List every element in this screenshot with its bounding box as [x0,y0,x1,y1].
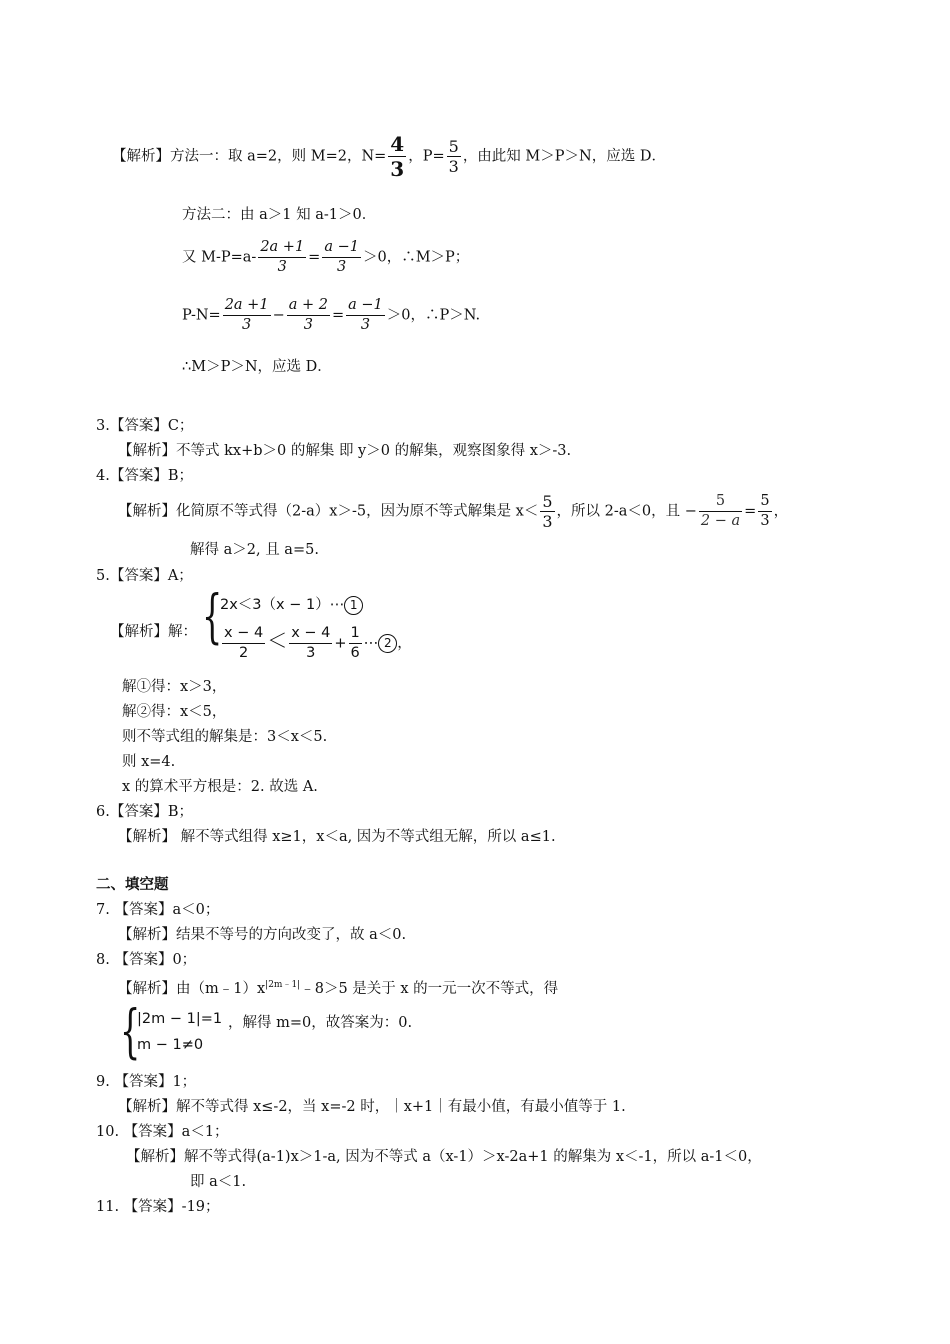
q2-m-minus-p: 又 M-P=a- $\frac{2a +1}{3}$ = $\frac{a -1}{3}$ ＞0，∴M＞P； [182,239,470,275]
circled-two: 2 [378,634,397,653]
q10-answer: 10. 【答案】a＜1； [96,1124,229,1140]
fraction: $\frac{5}{3}$ [760,493,770,529]
q8-answer: 8. 【答案】0； [96,952,197,968]
fraction: $\frac{x - 4}{3}$ [291,625,331,661]
q10-explanation-cont: 即 a＜1. [190,1174,247,1190]
q2-method1-line: 【解析】方法一：取 a=2，则 M=2，N= $\frac{4}{3}$ ，P= $\frac{5}{3}$ ，由此知 M＞P＞N，应选 D． [112,132,666,181]
fraction: $\frac{a + 2}{3}$ [288,297,328,333]
left-brace: { [202,582,223,650]
q5-system-eq2: $\frac{x - 4}{2}$ ＜ $\frac{x - 4}{3}$ + $\frac{1}{6}$ ⋯ 2 ， [224,625,412,661]
q10-explanation: 【解析】解不等式得(a-1)x＞1-a, 因为不等式 a（x-1）＞x-2a+1 的解集为 x＜-1，所以 a-1＜0， [126,1149,762,1165]
fraction: $\frac{2a +1}{3}$ [224,297,269,333]
q5-system-eq1: 2x＜3（x − 1）⋯ 1 [220,595,363,615]
q4-explanation: 【解析】化简原不等式得（2-a）x＞-5，因为原不等式解集是 x＜ $\frac{5}{3}$ ，所以 2-a＜0，且 − $\frac{5}{2 - a}$ = $\frac{5}{3}$ ， [118,492,789,531]
q5-step4: 则 x=4. [122,754,176,770]
q2-p-minus-n: P-N= $\frac{2a +1}{3}$ − $\frac{a + 2}{3}$ = $\frac{a -1}{3}$ ＞0，∴P＞N. [182,297,481,333]
section-heading: 二、填空题 [96,877,169,893]
left-brace: { [120,997,141,1065]
fraction: $\frac{a -1}{3}$ [348,297,383,333]
q2-conclusion: ∴M＞P＞N，应选 D． [182,359,332,375]
q8-explanation: 【解析】由$(m﹣1)x^{|2m﹣1|}﹣8>5$ 是关于 x 的一元一次不等式，得 [118,980,559,997]
q8-system-eq1: |2m − 1|=1 [137,1011,223,1027]
fraction: $\frac{1}{6}$ [350,625,360,661]
q9-explanation: 【解析】解不等式得 x≤-2，当 x=-2 时，｜x+1｜有最小值，有最小值等于 1. [118,1099,626,1115]
q4-explanation-cont: 解得 a＞2, 且 a=5. [190,542,319,558]
q3-answer: 3.【答案】C； [96,418,194,434]
q8-solution: ，解得 m=0，故答案为：0. [228,1015,413,1031]
q9-answer: 9. 【答案】1； [96,1074,197,1090]
q5-step3: 则不等式组的解集是：3＜x＜5. [122,729,328,745]
fraction: $\frac{5}{3}$ [542,492,553,531]
q5-step5: x 的算术平方根是：2. 故选 A. [122,779,318,795]
q6-answer: 6.【答案】B； [96,804,193,820]
q5-step1: 解①得：x＞3， [122,679,227,695]
q6-explanation: 【解析】 解不等式组得 x≥1，x＜a, 因为不等式组无解，所以 a≤1. [118,829,556,845]
q3-explanation: 【解析】不等式 kx+b＞0 的解集 即 y＞0 的解集，观察图象得 x＞-3. [118,443,572,459]
fraction: $\frac{x - 4}{2}$ [224,625,264,661]
q7-explanation: 【解析】结果不等号的方向改变了，故 a＜0. [118,927,407,943]
q2-method1-text: 【解析】方法一：取 a=2，则 M=2，N= [112,148,387,165]
fraction: $\frac{2a +1}{3}$ [260,239,305,275]
q5-step2: 解②得：x＜5， [122,704,227,720]
q2-method2-intro: 方法二：由 a＞1 知 a-1＞0． [182,207,377,223]
fraction: $\frac{5}{2 - a}$ [700,493,741,529]
q8-system-eq2: m − 1≠0 [137,1037,204,1053]
q5-answer: 5.【答案】A； [96,568,193,584]
q11-answer: 11. 【答案】-19； [96,1199,220,1215]
n-fraction: $\frac{4}{3}$ [390,132,405,181]
q4-answer: 4.【答案】B； [96,468,193,484]
q7-answer: 7. 【答案】a＜0； [96,902,220,918]
p-fraction: $\frac{5}{3}$ [448,137,459,176]
q5-label: 【解析】解： [110,624,197,640]
circled-one: 1 [344,596,363,615]
fraction: $\frac{a -1}{3}$ [324,239,359,275]
